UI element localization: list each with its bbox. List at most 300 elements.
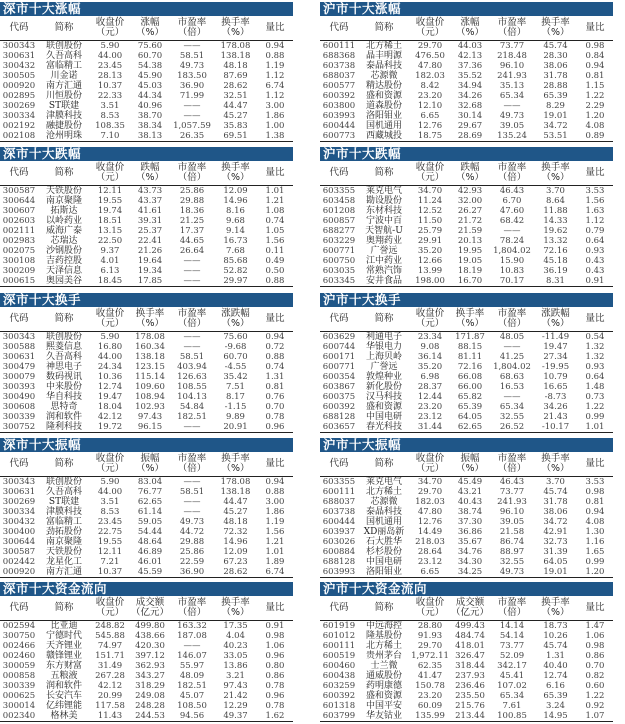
table-row[interactable]: [320, 691, 613, 701]
stock-name-cell[interactable]: 中国电研: [365, 557, 402, 567]
table-row[interactable]: [320, 226, 613, 236]
stock-code-cell[interactable]: 603738: [322, 61, 356, 71]
stock-name-cell[interactable]: 润和软件: [45, 412, 82, 422]
table-row[interactable]: [320, 352, 613, 362]
stock-name-cell[interactable]: 盛和资源: [365, 402, 402, 412]
stock-code-cell[interactable]: 688368: [322, 51, 356, 61]
stock-name-cell[interactable]: 东方财富: [45, 661, 82, 671]
stock-code-cell[interactable]: 002594: [2, 621, 36, 631]
table-row[interactable]: [320, 711, 613, 722]
table-row[interactable]: [0, 517, 293, 527]
stock-name-cell[interactable]: 利通电子: [365, 332, 402, 342]
stock-code-cell[interactable]: 600744: [322, 342, 356, 352]
table-row[interactable]: [320, 547, 613, 557]
stock-code-cell[interactable]: 600375: [322, 392, 356, 402]
table-row[interactable]: [320, 661, 613, 671]
table-row[interactable]: [0, 206, 293, 216]
table-row[interactable]: [0, 256, 293, 266]
stock-name-cell[interactable]: 格林美: [38, 711, 90, 722]
stock-name-cell[interactable]: 国机通用: [365, 121, 402, 131]
stock-code-cell[interactable]: 300432: [2, 61, 36, 71]
table-row[interactable]: [320, 477, 613, 488]
table-row[interactable]: [0, 226, 293, 236]
table-row[interactable]: [0, 121, 293, 131]
stock-code-cell[interactable]: 300505: [2, 71, 36, 81]
stock-code-cell[interactable]: 300400: [2, 527, 36, 537]
table-row[interactable]: [320, 422, 613, 433]
stock-name-cell[interactable]: 泰晶科技: [365, 507, 402, 517]
table-row[interactable]: [320, 246, 613, 256]
stock-name-cell[interactable]: 江中药业: [365, 256, 402, 266]
stock-name-cell[interactable]: 数码视讯: [45, 372, 82, 382]
stock-code-cell[interactable]: 600857: [322, 216, 356, 226]
stock-name-cell[interactable]: 广誉远: [370, 246, 398, 256]
stock-code-cell[interactable]: 300432: [2, 517, 36, 527]
stock-code-cell[interactable]: 603657: [320, 422, 358, 433]
table-row[interactable]: [0, 691, 293, 701]
stock-name-cell[interactable]: 熙菱信息: [45, 342, 82, 352]
stock-name-cell[interactable]: 融捷股份: [45, 121, 82, 131]
table-row[interactable]: [0, 342, 293, 352]
stock-name-cell[interactable]: 川恒股份: [45, 91, 82, 101]
table-row[interactable]: [0, 186, 293, 197]
stock-code-cell[interactable]: 688037: [322, 497, 356, 507]
stock-code-cell[interactable]: 002192: [2, 121, 36, 131]
stock-code-cell[interactable]: 600444: [322, 121, 356, 131]
table-row[interactable]: [0, 711, 293, 722]
table-row[interactable]: [320, 91, 613, 101]
table-row[interactable]: [0, 362, 293, 372]
stock-name-cell[interactable]: 北方稀土: [365, 641, 402, 651]
stock-code-cell[interactable]: 600354: [322, 372, 356, 382]
stock-name-cell[interactable]: 晶丰明源: [365, 51, 402, 61]
stock-code-cell[interactable]: 002442: [2, 557, 36, 567]
table-row[interactable]: [0, 246, 293, 256]
stock-code-cell[interactable]: 603355: [322, 477, 356, 487]
stock-name-cell[interactable]: 天智航-U: [365, 226, 403, 236]
stock-name-cell[interactable]: 盛和资源: [365, 91, 402, 101]
stock-name-cell[interactable]: 沙钢股份: [45, 246, 82, 256]
stock-name-cell[interactable]: 吉药控股: [45, 256, 82, 266]
table-row[interactable]: [0, 91, 293, 101]
stock-name-cell[interactable]: 汉马科技: [365, 392, 402, 402]
stock-code-cell[interactable]: 601208: [322, 206, 356, 216]
stock-code-cell[interactable]: 300393: [2, 382, 36, 392]
stock-name-cell[interactable]: 宁波中百: [365, 216, 402, 226]
stock-code-cell[interactable]: 600392: [322, 91, 356, 101]
stock-code-cell[interactable]: 603355: [322, 186, 356, 196]
stock-name-cell[interactable]: 勘设股份: [365, 196, 402, 206]
stock-name-cell[interactable]: 久吾高科: [45, 352, 82, 362]
stock-code-cell[interactable]: 600111: [322, 487, 356, 497]
stock-code-cell[interactable]: 601318: [322, 701, 356, 711]
table-row[interactable]: [0, 557, 293, 567]
stock-code-cell[interactable]: 688128: [322, 557, 356, 567]
table-row[interactable]: [0, 216, 293, 226]
stock-name-cell[interactable]: 士兰微: [370, 661, 398, 671]
stock-name-cell[interactable]: 上海贝岭: [365, 352, 402, 362]
stock-code-cell[interactable]: 300750: [2, 631, 36, 641]
stock-code-cell[interactable]: 300752: [0, 422, 38, 433]
stock-name-cell[interactable]: 川金诺: [50, 71, 78, 81]
table-row[interactable]: [320, 507, 613, 517]
table-row[interactable]: [320, 701, 613, 711]
stock-name-cell[interactable]: 南京聚隆: [45, 537, 82, 547]
stock-name-cell[interactable]: 安井食品: [358, 276, 410, 287]
table-row[interactable]: [320, 256, 613, 266]
stock-name-cell[interactable]: 龙星化工: [45, 557, 82, 567]
table-row[interactable]: [320, 206, 613, 216]
stock-name-cell[interactable]: 中国电研: [365, 412, 402, 422]
stock-name-cell[interactable]: 东材科技: [365, 206, 402, 216]
table-row[interactable]: [0, 41, 293, 52]
table-row[interactable]: [320, 276, 613, 287]
stock-code-cell[interactable]: 603458: [322, 196, 356, 206]
stock-code-cell[interactable]: 300339: [2, 412, 36, 422]
stock-name-cell[interactable]: 常熟汽饰: [365, 266, 402, 276]
stock-code-cell[interactable]: 002108: [0, 131, 38, 142]
stock-code-cell[interactable]: 300587: [2, 186, 36, 196]
stock-name-cell[interactable]: 通威股份: [365, 671, 402, 681]
table-row[interactable]: [0, 567, 293, 578]
stock-code-cell[interactable]: 300631: [2, 487, 36, 497]
stock-code-cell[interactable]: 300644: [2, 196, 36, 206]
stock-code-cell[interactable]: 600460: [322, 661, 356, 671]
stock-name-cell[interactable]: 劲拓股份: [45, 527, 82, 537]
stock-name-cell[interactable]: 莱克电气: [365, 186, 402, 196]
table-row[interactable]: [0, 631, 293, 641]
stock-code-cell[interactable]: 300587: [2, 547, 36, 557]
table-row[interactable]: [320, 61, 613, 71]
stock-code-cell[interactable]: 300631: [2, 352, 36, 362]
stock-code-cell[interactable]: 002895: [2, 91, 36, 101]
stock-name-cell[interactable]: 盛和资源: [365, 691, 402, 701]
stock-code-cell[interactable]: 600771: [322, 246, 356, 256]
table-row[interactable]: [0, 81, 293, 91]
stock-code-cell[interactable]: 603259: [322, 681, 356, 691]
stock-code-cell[interactable]: 600577: [322, 81, 356, 91]
stock-name-cell[interactable]: 北方稀土: [365, 41, 402, 51]
stock-code-cell[interactable]: 300607: [2, 206, 36, 216]
table-row[interactable]: [320, 131, 613, 142]
stock-name-cell[interactable]: 新化股份: [365, 382, 402, 392]
table-row[interactable]: [320, 631, 613, 641]
table-row[interactable]: [0, 547, 293, 557]
stock-code-cell[interactable]: 002983: [2, 236, 36, 246]
stock-code-cell[interactable]: 603035: [322, 266, 356, 276]
table-row[interactable]: [320, 567, 613, 578]
table-row[interactable]: [0, 681, 293, 691]
table-row[interactable]: [320, 71, 613, 81]
stock-code-cell[interactable]: 603026: [322, 537, 356, 547]
stock-name-cell[interactable]: 广誉远: [370, 362, 398, 372]
table-row[interactable]: [320, 497, 613, 507]
table-row[interactable]: [320, 41, 613, 52]
table-row[interactable]: [0, 382, 293, 392]
table-row[interactable]: [320, 641, 613, 651]
stock-name-cell[interactable]: 以岭药业: [45, 216, 82, 226]
stock-name-cell[interactable]: 芯源微: [370, 71, 398, 81]
stock-name-cell[interactable]: 华自科技: [45, 392, 82, 402]
table-row[interactable]: [320, 671, 613, 681]
stock-name-cell[interactable]: 国机通用: [365, 517, 402, 527]
table-row[interactable]: [320, 621, 613, 632]
table-row[interactable]: [0, 392, 293, 402]
table-row[interactable]: [320, 372, 613, 382]
table-row[interactable]: [320, 332, 613, 343]
table-row[interactable]: [0, 372, 293, 382]
table-row[interactable]: [320, 382, 613, 392]
stock-name-cell[interactable]: 南京聚隆: [45, 196, 82, 206]
table-row[interactable]: [320, 81, 613, 91]
stock-name-cell[interactable]: XD丽岛新: [363, 527, 405, 537]
table-row[interactable]: [0, 621, 293, 632]
stock-name-cell[interactable]: 联创股份: [45, 332, 82, 342]
stock-name-cell[interactable]: 中来股份: [45, 382, 82, 392]
stock-name-cell[interactable]: ST联建: [48, 497, 80, 507]
stock-name-cell[interactable]: 莱克电气: [365, 477, 402, 487]
stock-name-cell[interactable]: 沧州明珠: [38, 131, 90, 142]
stock-code-cell[interactable]: 300343: [2, 41, 36, 51]
stock-code-cell[interactable]: 600773: [320, 131, 358, 142]
table-row[interactable]: [0, 352, 293, 362]
stock-code-cell[interactable]: 000615: [0, 276, 38, 287]
table-row[interactable]: [320, 236, 613, 246]
stock-code-cell[interactable]: 600392: [322, 402, 356, 412]
stock-code-cell[interactable]: 600771: [322, 362, 356, 372]
stock-name-cell[interactable]: 南方汇通: [38, 567, 90, 578]
stock-name-cell[interactable]: 洛阳钼业: [365, 111, 402, 121]
table-row[interactable]: [320, 651, 613, 661]
stock-name-cell[interactable]: 联创股份: [45, 41, 82, 51]
stock-name-cell[interactable]: 赣锋锂业: [45, 651, 82, 661]
stock-code-cell[interactable]: 600111: [322, 41, 356, 51]
table-row[interactable]: [320, 51, 613, 61]
table-row[interactable]: [0, 61, 293, 71]
table-row[interactable]: [0, 111, 293, 121]
table-row[interactable]: [0, 196, 293, 206]
stock-code-cell[interactable]: 600171: [322, 352, 356, 362]
table-row[interactable]: [0, 537, 293, 547]
table-row[interactable]: [320, 487, 613, 497]
stock-code-cell[interactable]: 000858: [2, 671, 36, 681]
table-row[interactable]: [0, 101, 293, 111]
table-row[interactable]: [0, 71, 293, 81]
stock-code-cell[interactable]: 300339: [2, 681, 36, 691]
stock-name-cell[interactable]: 比亚迪: [50, 621, 78, 631]
stock-name-cell[interactable]: 春光科技: [358, 422, 410, 433]
stock-code-cell[interactable]: 002466: [2, 641, 36, 651]
stock-name-cell[interactable]: 西藏城投: [358, 131, 410, 142]
stock-code-cell[interactable]: 002111: [2, 226, 36, 236]
stock-code-cell[interactable]: 600884: [322, 547, 356, 557]
stock-name-cell[interactable]: 精达股份: [365, 81, 402, 91]
stock-name-cell[interactable]: 神思电子: [45, 362, 82, 372]
table-row[interactable]: [0, 641, 293, 651]
stock-name-cell[interactable]: 南方汇通: [45, 81, 82, 91]
stock-code-cell[interactable]: 300631: [2, 51, 36, 61]
stock-name-cell[interactable]: 五粮液: [50, 671, 78, 681]
table-row[interactable]: [320, 517, 613, 527]
stock-code-cell[interactable]: 300588: [2, 342, 36, 352]
table-row[interactable]: [320, 392, 613, 402]
stock-name-cell[interactable]: 药明康德: [365, 681, 402, 691]
stock-name-cell[interactable]: 联创股份: [45, 477, 82, 487]
table-row[interactable]: [320, 216, 613, 226]
stock-name-cell[interactable]: 洛阳钼业: [358, 567, 410, 578]
stock-name-cell[interactable]: 道森股份: [365, 101, 402, 111]
stock-code-cell[interactable]: 300334: [2, 111, 36, 121]
table-row[interactable]: [0, 477, 293, 488]
stock-code-cell[interactable]: 603629: [322, 332, 356, 342]
stock-name-cell[interactable]: 奥园美谷: [38, 276, 90, 287]
stock-name-cell[interactable]: 华友钴业: [358, 711, 410, 722]
stock-name-cell[interactable]: 津膜科技: [45, 111, 82, 121]
stock-name-cell[interactable]: 隆利科技: [38, 422, 90, 433]
stock-code-cell[interactable]: 300059: [2, 661, 36, 671]
stock-code-cell[interactable]: 002075: [2, 246, 36, 256]
table-row[interactable]: [320, 557, 613, 567]
stock-name-cell[interactable]: 中远海控: [365, 621, 402, 631]
table-row[interactable]: [320, 527, 613, 537]
stock-name-cell[interactable]: 久吾高科: [45, 487, 82, 497]
stock-code-cell[interactable]: 002340: [0, 711, 38, 722]
stock-code-cell[interactable]: 603345: [320, 276, 358, 287]
stock-name-cell[interactable]: 天齐锂业: [45, 641, 82, 651]
stock-name-cell[interactable]: 奥翔药业: [365, 236, 402, 246]
table-row[interactable]: [320, 101, 613, 111]
stock-code-cell[interactable]: 688277: [322, 226, 356, 236]
stock-name-cell[interactable]: 润和软件: [45, 681, 82, 691]
stock-code-cell[interactable]: 300108: [2, 256, 36, 266]
table-row[interactable]: [0, 507, 293, 517]
table-row[interactable]: [0, 497, 293, 507]
table-row[interactable]: [0, 422, 293, 433]
table-row[interactable]: [320, 362, 613, 372]
table-row[interactable]: [0, 527, 293, 537]
stock-code-cell[interactable]: 601919: [322, 621, 356, 631]
stock-code-cell[interactable]: 300343: [2, 332, 36, 342]
stock-name-cell[interactable]: 富临精工: [45, 61, 82, 71]
stock-code-cell[interactable]: 000625: [2, 691, 36, 701]
stock-name-cell[interactable]: 威海广泰: [45, 226, 82, 236]
table-row[interactable]: [320, 402, 613, 412]
stock-code-cell[interactable]: 300209: [2, 266, 36, 276]
stock-code-cell[interactable]: 600519: [322, 651, 356, 661]
stock-code-cell[interactable]: 300014: [2, 701, 36, 711]
table-row[interactable]: [0, 236, 293, 246]
stock-code-cell[interactable]: 300479: [2, 362, 36, 372]
table-row[interactable]: [0, 651, 293, 661]
table-row[interactable]: [320, 196, 613, 206]
stock-code-cell[interactable]: 600750: [322, 256, 356, 266]
stock-code-cell[interactable]: 002603: [2, 216, 36, 226]
stock-code-cell[interactable]: 300343: [2, 477, 36, 487]
stock-code-cell[interactable]: 603738: [322, 507, 356, 517]
stock-code-cell[interactable]: 603229: [322, 236, 356, 246]
stock-name-cell[interactable]: 拓斯达: [50, 206, 78, 216]
stock-name-cell[interactable]: 贵州茅台: [365, 651, 402, 661]
table-row[interactable]: [0, 487, 293, 497]
table-row[interactable]: [0, 332, 293, 343]
stock-code-cell[interactable]: 603937: [322, 527, 356, 537]
stock-name-cell[interactable]: 华银电力: [365, 342, 402, 352]
table-row[interactable]: [320, 342, 613, 352]
stock-name-cell[interactable]: 津膜科技: [45, 507, 82, 517]
stock-code-cell[interactable]: 603993: [322, 111, 356, 121]
stock-code-cell[interactable]: 300269: [2, 101, 36, 111]
stock-name-cell[interactable]: 天泽信息: [45, 266, 82, 276]
stock-name-cell[interactable]: 石大胜华: [365, 537, 402, 547]
stock-name-cell[interactable]: 久吾高科: [45, 51, 82, 61]
table-row[interactable]: [320, 121, 613, 131]
stock-name-cell[interactable]: 中国平安: [365, 701, 402, 711]
table-row[interactable]: [0, 51, 293, 61]
stock-code-cell[interactable]: 603799: [320, 711, 358, 722]
table-row[interactable]: [0, 266, 293, 276]
stock-code-cell[interactable]: 300644: [2, 537, 36, 547]
table-row[interactable]: [320, 537, 613, 547]
stock-code-cell[interactable]: 603800: [322, 101, 356, 111]
stock-name-cell[interactable]: ST联建: [48, 101, 80, 111]
stock-name-cell[interactable]: 芯源微: [370, 497, 398, 507]
stock-name-cell[interactable]: 天铁股份: [45, 186, 82, 196]
table-row[interactable]: [320, 412, 613, 422]
table-row[interactable]: [0, 131, 293, 142]
stock-code-cell[interactable]: 300269: [2, 497, 36, 507]
stock-code-cell[interactable]: 688037: [322, 71, 356, 81]
stock-name-cell[interactable]: 隆基股份: [365, 631, 402, 641]
stock-name-cell[interactable]: 思特奇: [50, 402, 78, 412]
stock-code-cell[interactable]: 300079: [2, 372, 36, 382]
stock-name-cell[interactable]: 芯瑞达: [50, 236, 78, 246]
table-row[interactable]: [320, 266, 613, 276]
stock-code-cell[interactable]: 000920: [2, 81, 36, 91]
stock-code-cell[interactable]: 000920: [0, 567, 38, 578]
stock-code-cell[interactable]: 688128: [322, 412, 356, 422]
stock-code-cell[interactable]: 300490: [2, 392, 36, 402]
stock-name-cell[interactable]: 北方稀土: [365, 487, 402, 497]
stock-name-cell[interactable]: 长安汽车: [45, 691, 82, 701]
stock-code-cell[interactable]: 600444: [322, 517, 356, 527]
table-row[interactable]: [0, 671, 293, 681]
stock-code-cell[interactable]: 601012: [322, 631, 356, 641]
stock-name-cell[interactable]: 亿纬锂能: [45, 701, 82, 711]
stock-name-cell[interactable]: 天铁股份: [45, 547, 82, 557]
table-row[interactable]: [320, 186, 613, 197]
stock-code-cell[interactable]: 600392: [322, 691, 356, 701]
stock-name-cell[interactable]: 宁德时代: [45, 631, 82, 641]
stock-name-cell[interactable]: 杉杉股份: [365, 547, 402, 557]
table-row[interactable]: [320, 111, 613, 121]
stock-code-cell[interactable]: 603867: [322, 382, 356, 392]
stock-name-cell[interactable]: 泰晶科技: [365, 61, 402, 71]
table-row[interactable]: [320, 681, 613, 691]
stock-name-cell[interactable]: 敦煌种业: [365, 372, 402, 382]
stock-code-cell[interactable]: 300334: [2, 507, 36, 517]
table-row[interactable]: [0, 402, 293, 412]
table-row[interactable]: [0, 412, 293, 422]
table-row[interactable]: [0, 661, 293, 671]
stock-code-cell[interactable]: 603993: [320, 567, 358, 578]
stock-name-cell[interactable]: 富临精工: [45, 517, 82, 527]
stock-code-cell[interactable]: 002460: [2, 651, 36, 661]
table-row[interactable]: [0, 701, 293, 711]
table-row[interactable]: [0, 276, 293, 287]
stock-code-cell[interactable]: 300608: [2, 402, 36, 412]
stock-code-cell[interactable]: 600438: [322, 671, 356, 681]
stock-code-cell[interactable]: 600111: [322, 641, 356, 651]
